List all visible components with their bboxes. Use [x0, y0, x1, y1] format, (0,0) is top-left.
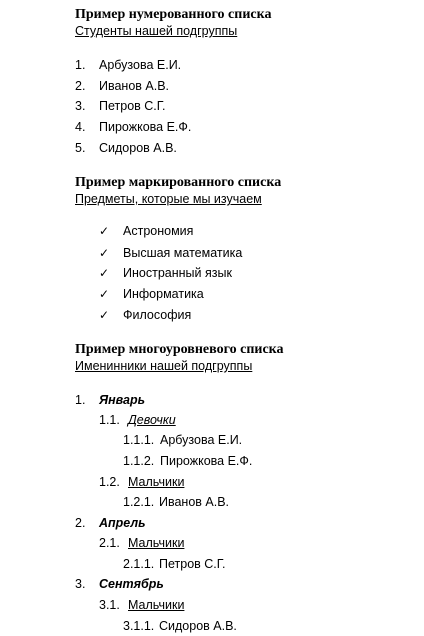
list-item-text: Философия [123, 308, 192, 322]
multilevel-list-subheading: Именинники нашей подгруппы [75, 359, 253, 373]
list-number: 2. [75, 79, 86, 93]
bulleted-list-subheading: Предметы, которые мы изучаем [75, 192, 262, 206]
list-item-text: Арбузова Е.И. [160, 433, 243, 447]
list-number: 3. [75, 99, 86, 113]
list-number: 4. [75, 120, 86, 134]
list-item-text: Мальчики [128, 536, 185, 550]
list-item-text: Сидоров А.В. [159, 619, 237, 633]
list-item-text: Арбузова Е.И. [99, 58, 182, 72]
list-item-text: Апрель [99, 516, 146, 530]
checkmark-icon: ✓ [99, 287, 110, 301]
list-number: 1.2. [99, 475, 120, 489]
list-item-text: Мальчики [128, 475, 185, 489]
checkmark-icon: ✓ [99, 266, 110, 280]
list-number: 5. [75, 141, 86, 155]
numbered-list-subheading: Студенты нашей подгруппы [75, 24, 238, 38]
list-item-text: Информатика [123, 287, 204, 301]
list-number: 3.1.1. [123, 619, 155, 633]
list-number: 3. [75, 577, 86, 591]
list-number: 2. [75, 516, 86, 530]
bulleted-list-heading: Пример маркированного списка [75, 175, 282, 190]
list-number: 1. [75, 58, 86, 72]
list-item-text: Сидоров А.В. [99, 141, 177, 155]
list-number: 1.1.1. [123, 433, 155, 447]
list-number: 1.2.1. [123, 495, 155, 509]
numbered-list-heading: Пример нумерованного списка [75, 7, 272, 22]
list-item-text: Высшая математика [123, 246, 243, 260]
list-item-text: Петров С.Г. [99, 99, 166, 113]
list-number: 1.1.2. [123, 454, 155, 468]
list-item-text: Январь [99, 393, 146, 407]
list-item-text: Пирожкова Е.Ф. [160, 454, 253, 468]
list-item-text: Сентябрь [99, 577, 164, 591]
list-item-text: Пирожкова Е.Ф. [99, 120, 192, 134]
multilevel-list-heading: Пример многоуровневого списка [75, 342, 284, 357]
list-item-text: Иванов А.В. [99, 79, 170, 93]
checkmark-icon: ✓ [99, 246, 110, 260]
list-item-text: Петров С.Г. [159, 557, 226, 571]
list-number: 1. [75, 393, 86, 407]
list-number: 2.1.1. [123, 557, 155, 571]
checkmark-icon: ✓ [99, 308, 110, 322]
list-number: 1.1. [99, 413, 120, 427]
list-item-text: Мальчики [128, 598, 185, 612]
list-number: 3.1. [99, 598, 120, 612]
list-item-text: Иванов А.В. [159, 495, 230, 509]
list-item-text: Астрономия [123, 224, 194, 238]
list-item-text: Девочки [128, 413, 176, 427]
checkmark-icon: ✓ [99, 224, 110, 238]
list-number: 2.1. [99, 536, 120, 550]
list-item-text: Иностранный язык [123, 266, 232, 280]
